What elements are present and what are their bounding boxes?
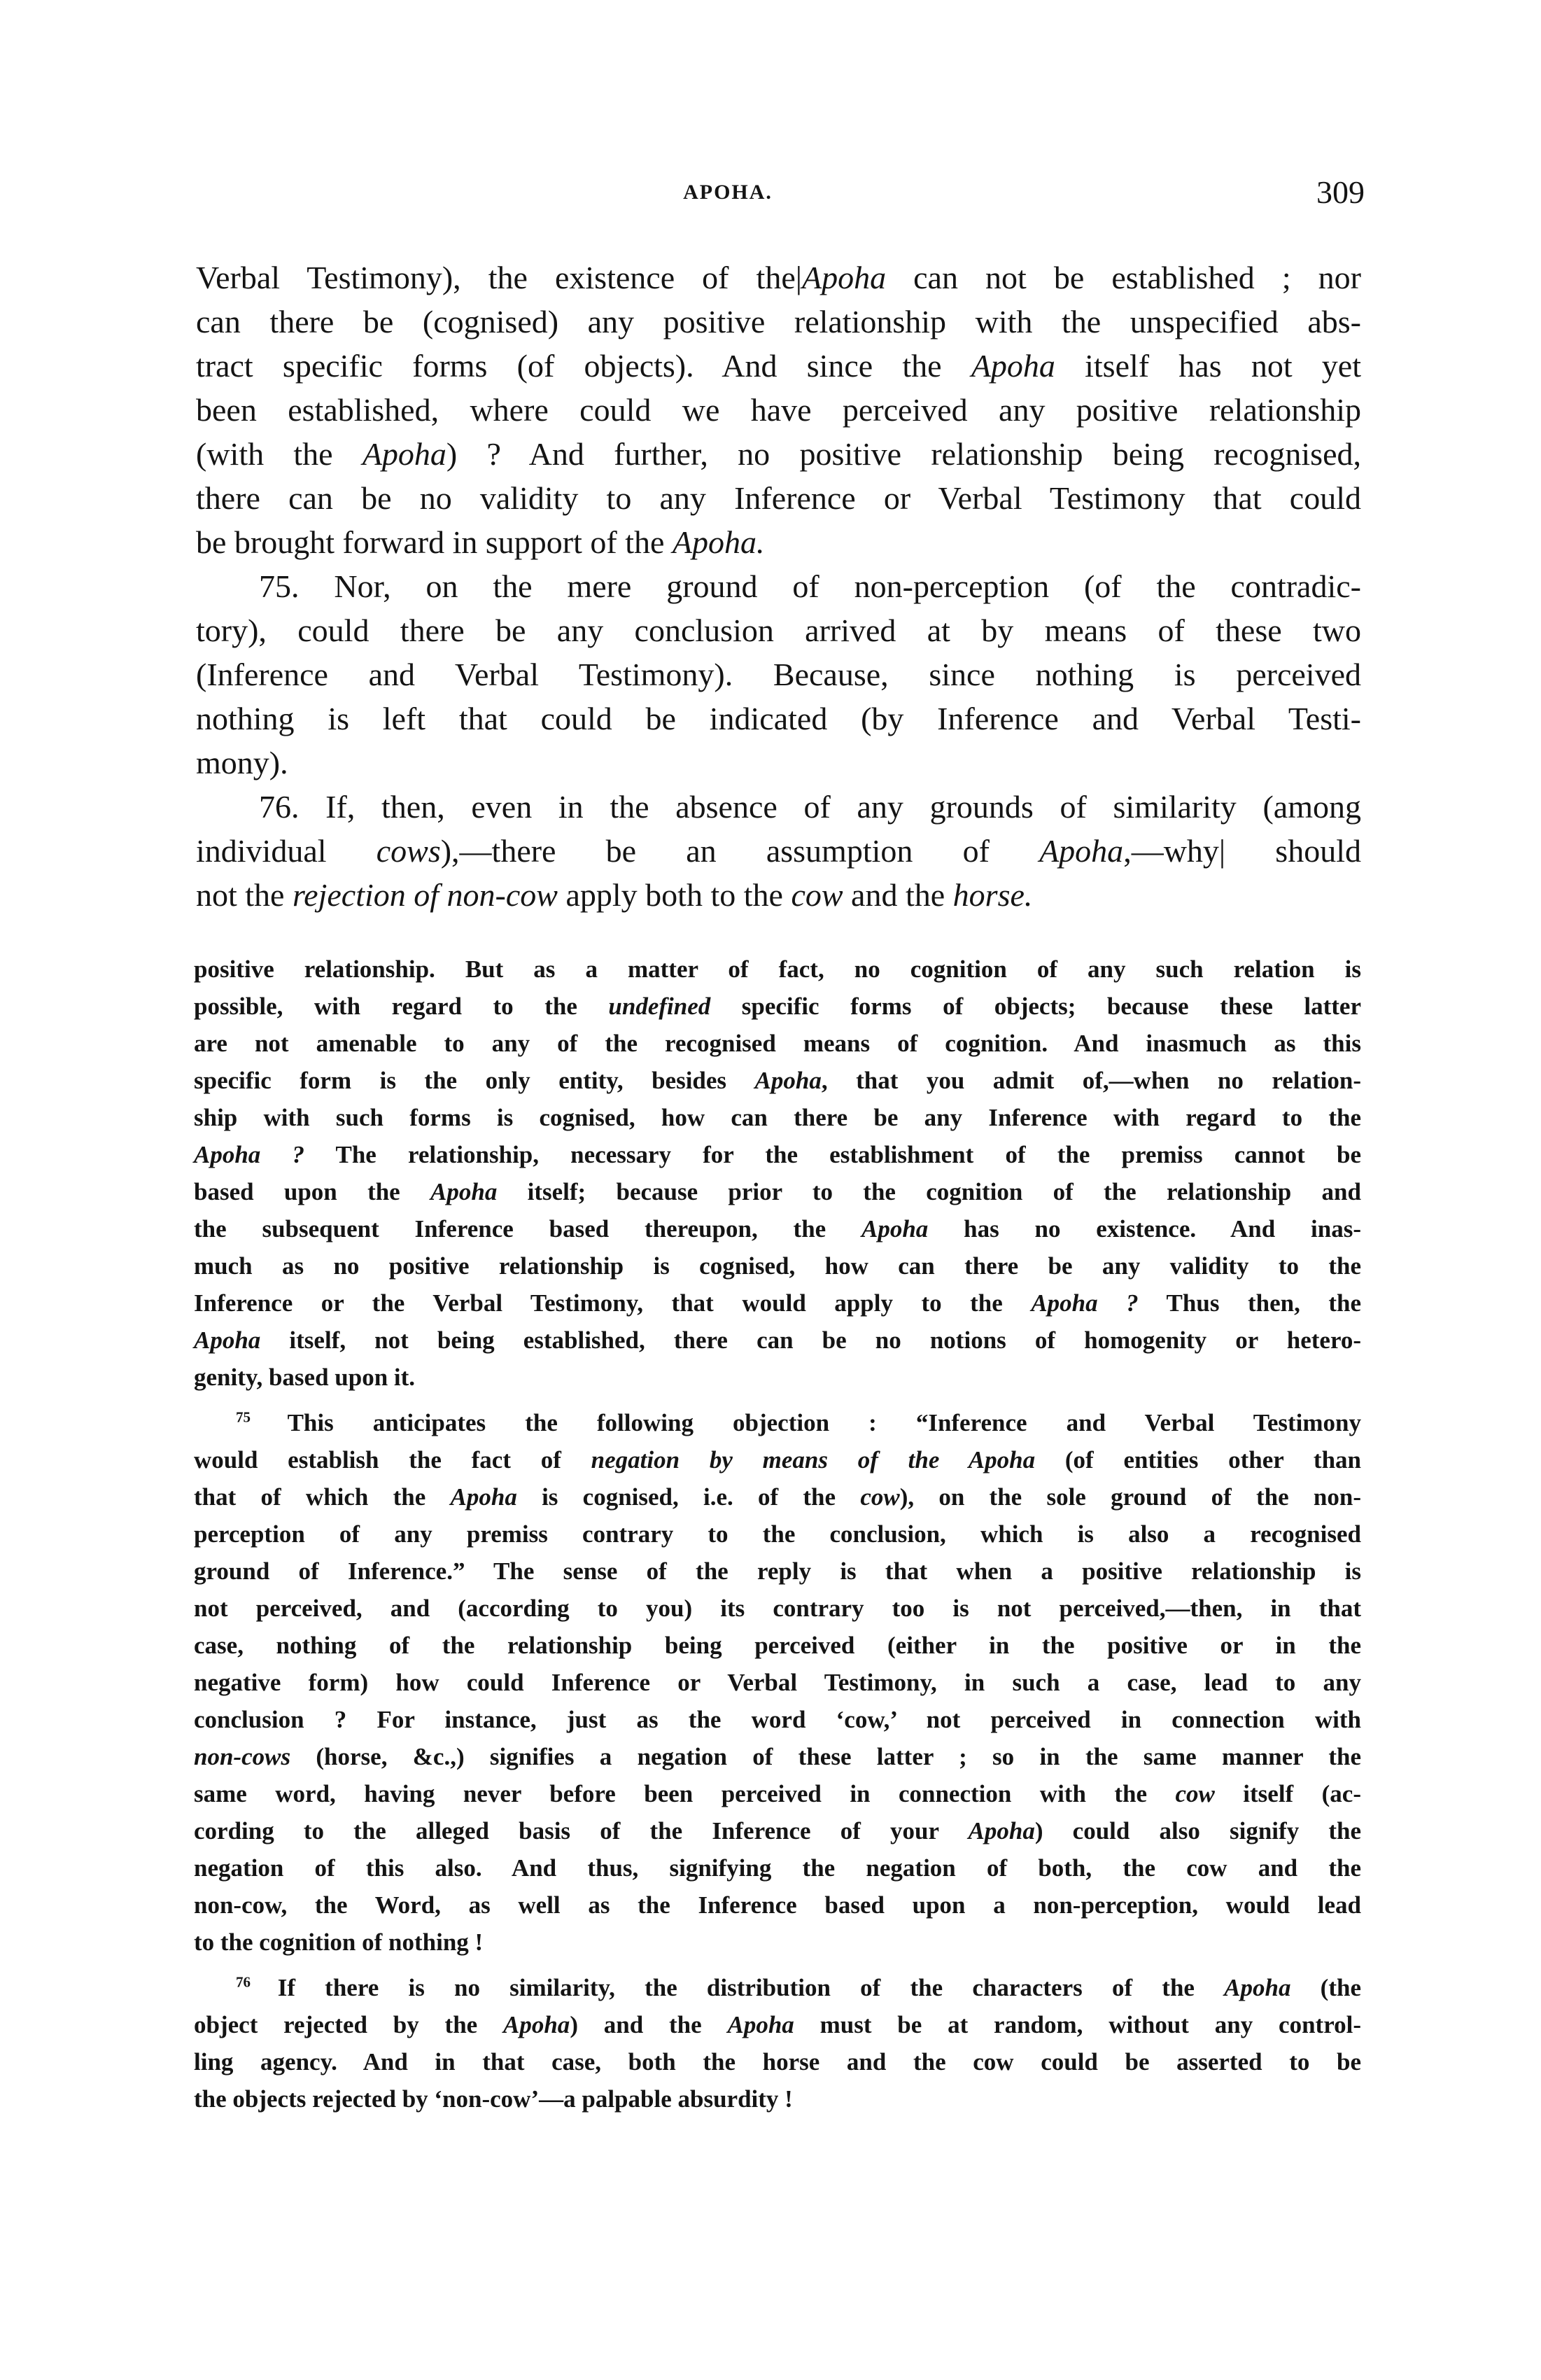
footnote-marker: 75: [236, 1408, 288, 1426]
footnote-line: [194, 1025, 1361, 1062]
text-run: negation of this also. And thus, signifying the negation of both, the cow and the: [194, 1854, 1361, 1882]
text-run: (with the: [196, 436, 363, 472]
text-run: to the cognition of nothing !: [194, 1928, 484, 1956]
text-run: itself has not yet: [1055, 348, 1361, 384]
text-run: ground of Inference.” The sense of the reply is that when a positive relationship is: [194, 1558, 1361, 1585]
text-run: genity, based upon it.: [194, 1364, 416, 1391]
italic-text: Apoha ?: [194, 1141, 304, 1168]
text-run: (Inference and Verbal Testimony). Because, since nothing is perceived: [196, 657, 1361, 692]
text-run: much as no positive relationship is cognised, how can there be any validity to the: [194, 1252, 1361, 1280]
footnote-line: [194, 1099, 1361, 1136]
footnote-line: [194, 1664, 1361, 1701]
text-run: that of which the: [194, 1483, 451, 1511]
italic-text: Apoha: [968, 1817, 1035, 1844]
italic-text: rejection of non-cow: [292, 877, 558, 913]
text-run: ling agency. And in that case, both the horse and the cow could be asserted to be: [194, 2048, 1361, 2076]
italic-text: Apoha: [971, 348, 1055, 384]
main-text-line: [196, 300, 1361, 344]
text-run: possible, with regard to the: [194, 993, 609, 1020]
text-run: ) could also signify the: [1034, 1817, 1361, 1844]
text-run: there can be no validity to any Inference or Verbal Testimony that could: [196, 480, 1361, 516]
text-run: individual: [196, 833, 377, 869]
text-run: (horse, &c.,) signifies a negation of these latter ; so in the same manner the: [290, 1743, 1361, 1770]
main-text-line: [196, 520, 1361, 564]
main-text-line: [196, 696, 1361, 741]
text-run: ) ? And further, no positive relationship being recognised,: [446, 436, 1361, 472]
main-text-line: [196, 873, 1361, 917]
text-run: has no existence. And inas-: [928, 1215, 1361, 1242]
text-run: be brought forward in support of the: [196, 524, 673, 560]
text-run: specific form is the only entity, besides: [194, 1067, 755, 1094]
text-run: nothing is left that could be indicated (by Inference and Verbal Testi-: [196, 701, 1361, 736]
text-run: not perceived, and (according to you) its contrary too is not perceived,—then, in that: [194, 1595, 1361, 1622]
footnote-line: [194, 1553, 1361, 1590]
text-run: would establish the fact of: [194, 1446, 591, 1474]
text-run: mony).: [196, 745, 288, 780]
page-number: 309: [1316, 174, 1365, 210]
text-run: specific forms of objects; because these latter: [710, 993, 1362, 1020]
italic-text: Apoha: [801, 260, 887, 295]
footnote-line: [194, 951, 1361, 988]
text-run: ,—why| should: [1123, 833, 1361, 869]
text-run: (of entities other than: [1035, 1446, 1362, 1474]
text-run: 75. Nor, on the mere ground of non-perception (of the contradic-: [259, 568, 1361, 604]
text-run: object rejected by the: [194, 2011, 503, 2038]
italic-text: cow: [860, 1483, 900, 1511]
paragraph-gap: [194, 1396, 1361, 1404]
italic-text: Apoha: [1039, 833, 1124, 869]
footnote-line: [194, 1359, 1361, 1396]
text-run: This anticipates the following objection : “Inference and Verbal Testimony: [287, 1409, 1361, 1436]
footnote-line: [194, 1969, 1361, 2006]
footnote-line: [194, 2043, 1361, 2080]
italic-text: non-cows: [194, 1743, 291, 1770]
italic-text: Apoha: [194, 1326, 261, 1354]
footnote-line: [194, 1590, 1361, 1627]
main-text-line: [196, 432, 1361, 476]
footnote-line: [194, 988, 1361, 1025]
footnote-line: [194, 1849, 1361, 1886]
footnote-line: [194, 1516, 1361, 1553]
text-run: itself; because prior to the cognition of the relationship and: [497, 1178, 1361, 1205]
italic-text: cow: [791, 877, 843, 913]
text-run: ) and the: [570, 2011, 728, 2038]
italic-text: Apoha: [727, 2011, 794, 2038]
footnote-line: [194, 1136, 1361, 1173]
footnote-line: [194, 1627, 1361, 1664]
italic-text: Apoha ?: [1031, 1289, 1139, 1317]
italic-text: horse.: [952, 877, 1033, 913]
text-run: cording to the alleged basis of the Inference of your: [194, 1817, 969, 1844]
text-run: case, nothing of the relationship being perceived (either in the positive or in the: [194, 1632, 1361, 1659]
main-text-line: [196, 785, 1361, 829]
text-run: Inference or the Verbal Testimony, that would apply to the: [194, 1289, 1032, 1317]
text-run: , that you admit of,—when no relation-: [821, 1067, 1361, 1094]
main-text-line: [196, 255, 1361, 300]
text-run: the subsequent Inference based thereupon, the: [194, 1215, 861, 1242]
text-run: ship with such forms is cognised, how can there be any Inference with regard to the: [194, 1104, 1361, 1131]
main-text-line: [196, 829, 1361, 873]
main-text-line: [196, 388, 1361, 432]
footnote-line: [194, 1404, 1361, 1441]
text-run: ), on the sole ground of the non-: [899, 1483, 1361, 1511]
text-run: itself (ac-: [1214, 1780, 1361, 1807]
text-run: non-cow, the Word, as well as the Inference based upon a non-perception, would lead: [194, 1891, 1361, 1919]
footnote-line: [194, 1247, 1361, 1284]
italic-text: Apoha: [1224, 1974, 1291, 2001]
main-text-line: [196, 652, 1361, 696]
text-run: Thus then, the: [1138, 1289, 1361, 1317]
main-text-line: [196, 564, 1361, 608]
main-text-body: [196, 255, 1361, 917]
text-run: itself, not being established, there can be no notions of homogenity or hetero-: [260, 1326, 1361, 1354]
footnote-line: [194, 1738, 1361, 1775]
text-run: (the: [1290, 1974, 1361, 2001]
italic-text: negation by means of the Apoha: [591, 1446, 1036, 1474]
italic-text: Apoha: [503, 2011, 570, 2038]
text-run: If there is no similarity, the distribution of the characters of the: [277, 1974, 1225, 2001]
italic-text: Apoha: [754, 1067, 822, 1094]
italic-text: Apoha: [362, 436, 446, 472]
footnote-line: [194, 1441, 1361, 1478]
footnote-line: [194, 2006, 1361, 2043]
text-run: The relationship, necessary for the establishment of the premiss cannot be: [304, 1141, 1361, 1168]
footnote-marker: 76: [236, 1973, 278, 1991]
footnotes-section: [194, 951, 1361, 2118]
text-run: can there be (cognised) any positive relationship with the unspecified abs-: [196, 304, 1361, 340]
main-text-line: [196, 344, 1361, 388]
main-text-line: [196, 476, 1361, 520]
text-run: positive relationship. But as a matter of fact, no cognition of any such relation is: [194, 955, 1361, 983]
footnote-line: [194, 1322, 1361, 1359]
footnote-line: [194, 1284, 1361, 1322]
text-run: must be at random, without any control-: [794, 2011, 1361, 2038]
text-run: is cognised, i.e. of the: [516, 1483, 861, 1511]
footnote-line: [194, 1478, 1361, 1516]
text-run: apply both to the: [557, 877, 791, 913]
footnote-line: [194, 1924, 1361, 1961]
text-run: the objects rejected by ‘non-cow’—a palpable absurdity !: [194, 2085, 793, 2113]
text-run: conclusion ? For instance, just as the word ‘cow,’ not perceived in connection with: [194, 1706, 1361, 1733]
text-run: and the: [843, 877, 953, 913]
italic-text: cows: [376, 833, 441, 869]
italic-text: Apoha: [450, 1483, 517, 1511]
footnote-line: [194, 1775, 1361, 1812]
footnote-line: [194, 1701, 1361, 1738]
text-run: Verbal Testimony), the existence of the|: [196, 260, 802, 295]
text-run: 76. If, then, even in the absence of any grounds of similarity (among: [259, 789, 1361, 825]
italic-text: undefined: [608, 993, 711, 1020]
text-run: negative form) how could Inference or Verbal Testimony, in such a case, lead to any: [194, 1669, 1361, 1696]
main-text-line: [196, 741, 1361, 785]
footnote-line: [194, 1173, 1361, 1210]
footnote-line: [194, 2080, 1361, 2118]
text-run: been established, where could we have perceived any positive relationship: [196, 392, 1361, 428]
text-run: tory), could there be any conclusion arrived at by means of these two: [196, 612, 1361, 648]
footnote-line: [194, 1812, 1361, 1849]
italic-text: cow: [1175, 1780, 1215, 1807]
footnote-line: [194, 1062, 1361, 1099]
text-run: can not be established ; nor: [886, 260, 1361, 295]
footnote-line: [194, 1886, 1361, 1924]
text-run: are not amenable to any of the recognised means of cognition. And inasmuch as this: [194, 1030, 1361, 1057]
main-text-line: [196, 608, 1361, 652]
paragraph-gap: [194, 1961, 1361, 1969]
footnote-line: [194, 1210, 1361, 1247]
text-run: ),—there be an assumption of: [440, 833, 1040, 869]
italic-text: Apoha: [430, 1178, 498, 1205]
text-run: perception of any premiss contrary to the conclusion, which is also a recognised: [194, 1520, 1361, 1548]
text-run: not the: [196, 877, 293, 913]
text-run: same word, having never before been perceived in connection with the: [194, 1780, 1176, 1807]
running-head-title: APOHA.: [683, 181, 773, 204]
italic-text: Apoha.: [672, 524, 765, 560]
italic-text: Apoha: [861, 1215, 929, 1242]
text-run: based upon the: [194, 1178, 431, 1205]
text-run: tract specific forms (of objects). And since the: [196, 348, 971, 384]
